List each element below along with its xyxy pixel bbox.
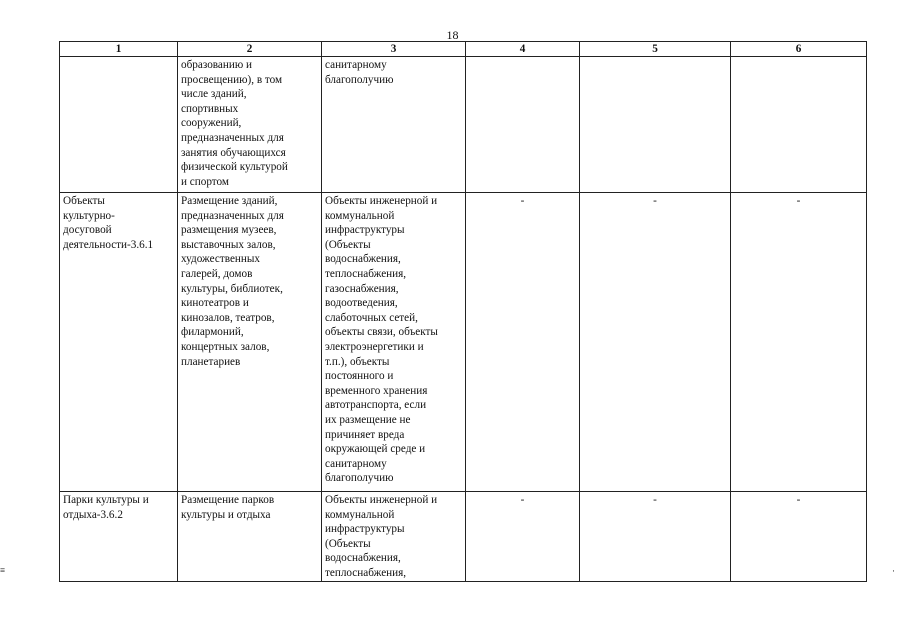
cell-col6: - (731, 193, 867, 492)
cell-description: Размещение зданий, предназначенных для размещения музеев, выставочных залов, художественных галерей, домов культуры, библиотек, кинотеатров и кинозалов, театров, филармоний, концертных залов, планетариев (178, 193, 322, 492)
cell-col5 (580, 57, 731, 193)
cell-col4: - (466, 492, 580, 582)
table-row (60, 193, 867, 492)
column-header-4: 4 (466, 42, 580, 57)
cell-auxiliary-uses: санитарному благополучию (322, 57, 466, 193)
cell-auxiliary-uses: Объекты инженерной и коммунальной инфраструктуры (Объекты водоснабжения, теплоснабжения, газоснабжения, водоотведения, слаботочных сетей, объекты связи, объекты электроэнергетики и т.п.), объекты постоянного и временного хранения автотранспорта, если их размещение не причиняет вреда окружающей среде и санитарному благополучию (322, 193, 466, 492)
cell-col4 (466, 57, 580, 193)
header-row (60, 42, 867, 57)
cell-description: образованию и просвещению), в том числе зданий, спортивных сооружений, предназначенных для занятия обучающихся физической культурой и спортом (178, 57, 322, 193)
cell-col5: - (580, 193, 731, 492)
cell-col5: - (580, 492, 731, 582)
column-header-3: 3 (322, 42, 466, 57)
cell-type (60, 57, 178, 193)
column-header-1: 1 (60, 42, 178, 57)
cell-col6 (731, 57, 867, 193)
column-header-2: 2 (178, 42, 322, 57)
cell-col4: - (466, 193, 580, 492)
cell-type: Объекты культурно- досуговой деятельности-3.6.1 (60, 193, 178, 492)
cell-auxiliary-uses: Объекты инженерной и коммунальной инфраструктуры (Объекты водоснабжения, теплоснабжения, (322, 492, 466, 582)
right-margin-mark: · (892, 566, 895, 576)
column-header-5: 5 (580, 42, 731, 57)
cell-col6: - (731, 492, 867, 582)
column-header-6: 6 (731, 42, 867, 57)
zoning-table (59, 41, 867, 582)
table-row (60, 492, 867, 582)
left-margin-mark: ≡ (0, 565, 6, 575)
table-row (60, 57, 867, 193)
cell-type: Парки культуры и отдыха-3.6.2 (60, 492, 178, 582)
page-number: 18 (446, 28, 459, 42)
cell-description: Размещение парков культуры и отдыха (178, 492, 322, 582)
